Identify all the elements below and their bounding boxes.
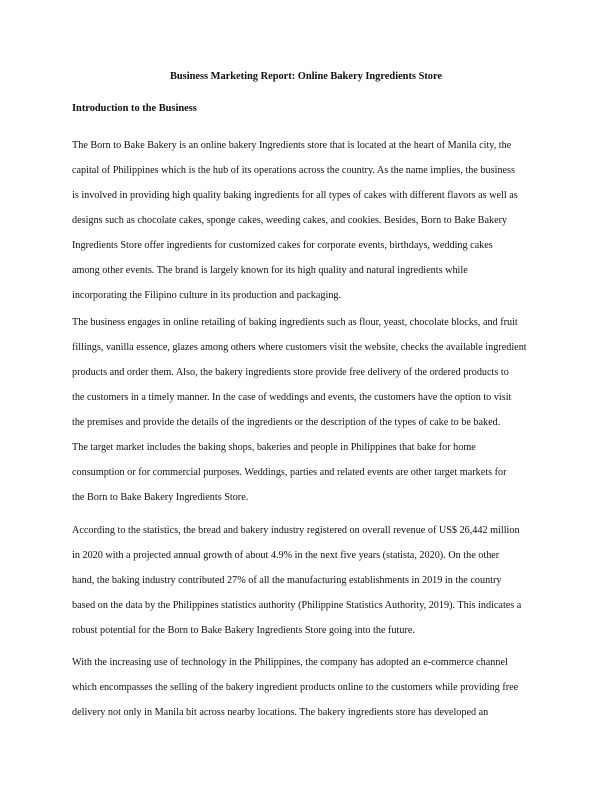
paragraph-line: the premises and provide the details of the ingredients or the description of the types of cake to be baked. [72, 417, 501, 428]
paragraph-line: is involved in providing high quality baking ingredients for all types of cakes with different flavors as well as [72, 190, 518, 201]
section-heading: Introduction to the Business [72, 103, 197, 114]
paragraph-line: robust potential for the Born to Bake Bakery Ingredients Store going into the future. [72, 625, 415, 636]
paragraph-line: The business engages in online retailing of baking ingredients such as flour, yeast, chocolate blocks, and fruit [72, 317, 518, 328]
paragraph-line: Ingredients Store offer ingredients for customized cakes for corporate events, birthdays, wedding cakes [72, 240, 493, 251]
paragraph-line: delivery not only in Manila bit across nearby locations. The bakery ingredients store has developed an [72, 707, 489, 718]
paragraph-line: capital of Philippines which is the hub of its operations across the country. As the name implies, the business [72, 165, 515, 176]
paragraph-line: the Born to Bake Bakery Ingredients Store. [72, 492, 249, 503]
paragraph-line: incorporating the Filipino culture in its production and packaging. [72, 290, 342, 301]
paragraph-line: fillings, vanilla essence, glazes among others where customers visit the website, checks the available ingredient [72, 342, 527, 353]
paragraph-line: based on the data by the Philippines statistics authority (Philippine Statistics Authority, 2019). This indicates a [72, 600, 522, 611]
paragraph-line: designs such as chocolate cakes, sponge cakes, weeding cakes, and cookies. Besides, Born to Bake Bakery [72, 215, 508, 226]
paragraph-line: which encompasses the selling of the bakery ingredient products online to the customers while providing free [72, 682, 519, 693]
paragraph-line: among other events. The brand is largely known for its high quality and natural ingredients while [72, 265, 468, 276]
paragraph-ecommerce [72, 650, 542, 725]
paragraph-industry-statistics [72, 518, 542, 643]
report-title: Business Marketing Report: Online Bakery Ingredients Store [169, 71, 443, 82]
paragraph-introduction [72, 133, 542, 308]
paragraph-line: hand, the baking industry contributed 27% of all the manufacturing establishments in 2019 in the country [72, 575, 502, 586]
paragraph-line: the customers in a timely manner. In the case of weddings and events, the customers have the option to visit [72, 392, 512, 403]
paragraph-line: products and order them. Also, the bakery ingredients store provide free delivery of the ordered products to [72, 367, 509, 378]
paragraph-business-operations [72, 310, 542, 510]
paragraph-line: The target market includes the baking shops, bakeries and people in Philippines that bake for home [72, 442, 476, 453]
paragraph-line: in 2020 with a projected annual growth of about 4.9% in the next five years (statista, 2020). On the other [72, 550, 500, 561]
paragraph-line: With the increasing use of technology in the Philippines, the company has adopted an e-commerce channel [72, 657, 508, 668]
paragraph-line: consumption or for commercial purposes. Weddings, parties and related events are other target markets for [72, 467, 507, 478]
paragraph-line: The Born to Bake Bakery is an online bakery Ingredients store that is located at the heart of Manila city, the [72, 140, 512, 151]
paragraph-line: According to the statistics, the bread and bakery industry registered on overall revenue of US$ 26,442 million [72, 525, 520, 536]
